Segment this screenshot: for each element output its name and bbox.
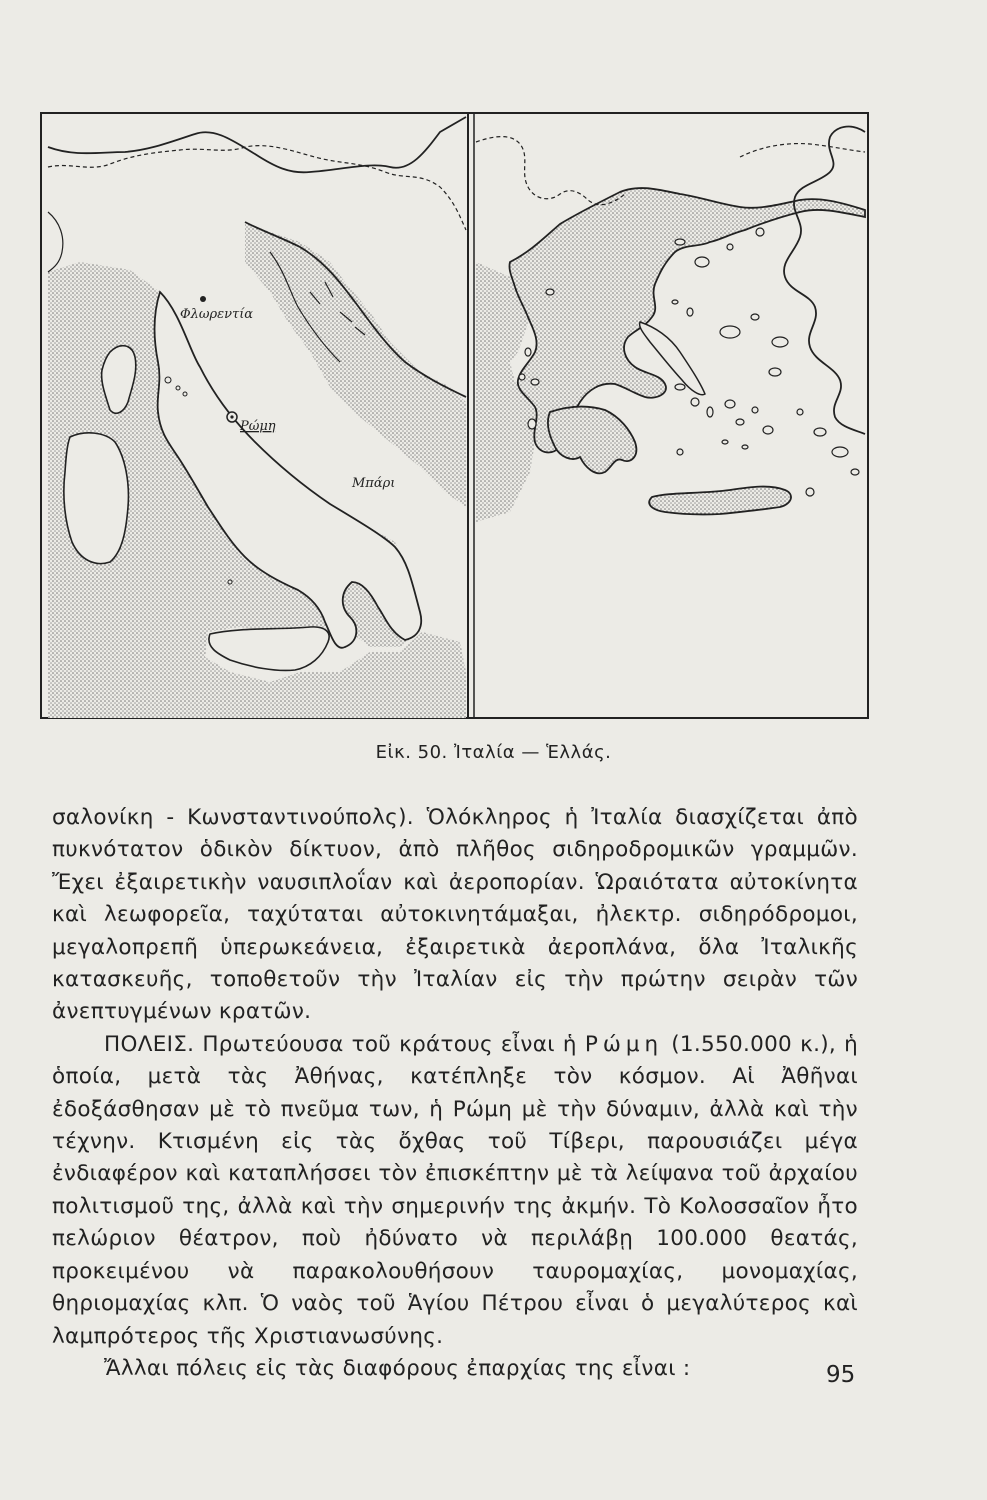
rome-spaced: Ρώμη bbox=[584, 1031, 664, 1057]
section-heading: ΠΟΛΕΙΣ. bbox=[104, 1031, 195, 1057]
paragraph-cities-body: (1.550.000 κ.), ἡ ὁποία, μετὰ τὰς Ἀθήνας, κατέπληξε τὸν κόσμον. Αἱ Ἀθῆναι ἐδοξάσθησαν μὲ τὸ πνεῦμα των, ἡ Ρώμη μὲ τὴν δύναμιν, ἀλλὰ καὶ τὴν τέχνην. Κτισμένη εἰς τὰς ὄχθας τοῦ Τίβερι, παρουσιάζει μέγα ἐνδιαφέρον καὶ καταπλήσσει τὸν ἐπισκέπτην μὲ τὰ λείψανα τοῦ ἀρχαίου πολιτισμοῦ της, ἀλλὰ καὶ τὴν σημερινήν της ἀκμήν. Τὸ Κολοσσαῖον ἦτο πελώριον θέατρον, ποὺ ἠδύνατο νὰ περιλάβῃ 100.000 θεατάς, προκειμένου νὰ παρακολουθήσουν ταυρομαχίας, μονομαχίας, θηριομαχίας κλπ. Ὁ ναὸς τοῦ Ἁγίου Πέτρου εἶναι ὁ μεγαλύτερος καὶ λαμπρότερος τῆς Χριστιανωσύνης. bbox=[52, 1031, 859, 1349]
crete bbox=[649, 487, 791, 515]
figure-maps bbox=[40, 112, 870, 720]
paragraph-cities-intro: Πρωτεύουσα τοῦ κράτους εἶναι ἡ bbox=[202, 1031, 577, 1057]
bari-label: Μπάρι bbox=[352, 476, 396, 491]
sardinia bbox=[64, 433, 129, 564]
body-text bbox=[52, 802, 858, 1385]
figure-caption: Εἰκ. 50. Ἰταλία — Ἑλλάς. bbox=[375, 742, 612, 763]
florence-marker bbox=[200, 296, 206, 302]
rome-label: Ρώμη bbox=[240, 419, 276, 434]
paragraph-cities bbox=[52, 1029, 858, 1353]
sicily bbox=[209, 627, 329, 671]
italy-map bbox=[48, 117, 466, 718]
italy-north-border bbox=[48, 146, 466, 230]
florence-label: Φλωρεντία bbox=[180, 307, 254, 322]
greece-north-border bbox=[476, 137, 625, 205]
peloponnese bbox=[548, 407, 636, 474]
paragraph-other-cities: Ἄλλαι πόλεις εἰς τὰς διαφόρους ἐπαρχίας της εἶναι : bbox=[104, 1355, 691, 1381]
page-number: 95 bbox=[826, 1362, 856, 1388]
paragraph-transport: σαλονίκη - Κωνσταντινούπολς). Ὁλόκληρος ἡ Ἰταλία διασχίζεται ἀπὸ πυκνότατον ὁδικὸν δίκτυον, ἀπὸ πλῆθος σιδηροδρομικῶν γραμμῶν. Ἔχει ἐξαιρετικὴν ναυσιπλοΐαν καὶ ἀεροπορίαν. Ὡραιότατα αὐτοκίνητα καὶ λεωφορεῖα, ταχύταται αὐτοκινητάμαξαι, ἠλεκτρ. σιδηρόδρομοι, μεγαλοπρεπῆ ὑπερωκεάνεια, ἐξαιρετικὰ ἀεροπλάνα, ὅλα Ἰταλικῆς κατασκευῆς, τοποθετοῦν τὴν Ἰταλίαν εἰς τὴν πρώτην σειρὰν τῶν ἀνεπτυγμένων κρατῶν. bbox=[52, 805, 858, 1025]
greece-east-border bbox=[740, 144, 865, 157]
greece-map bbox=[476, 127, 865, 522]
